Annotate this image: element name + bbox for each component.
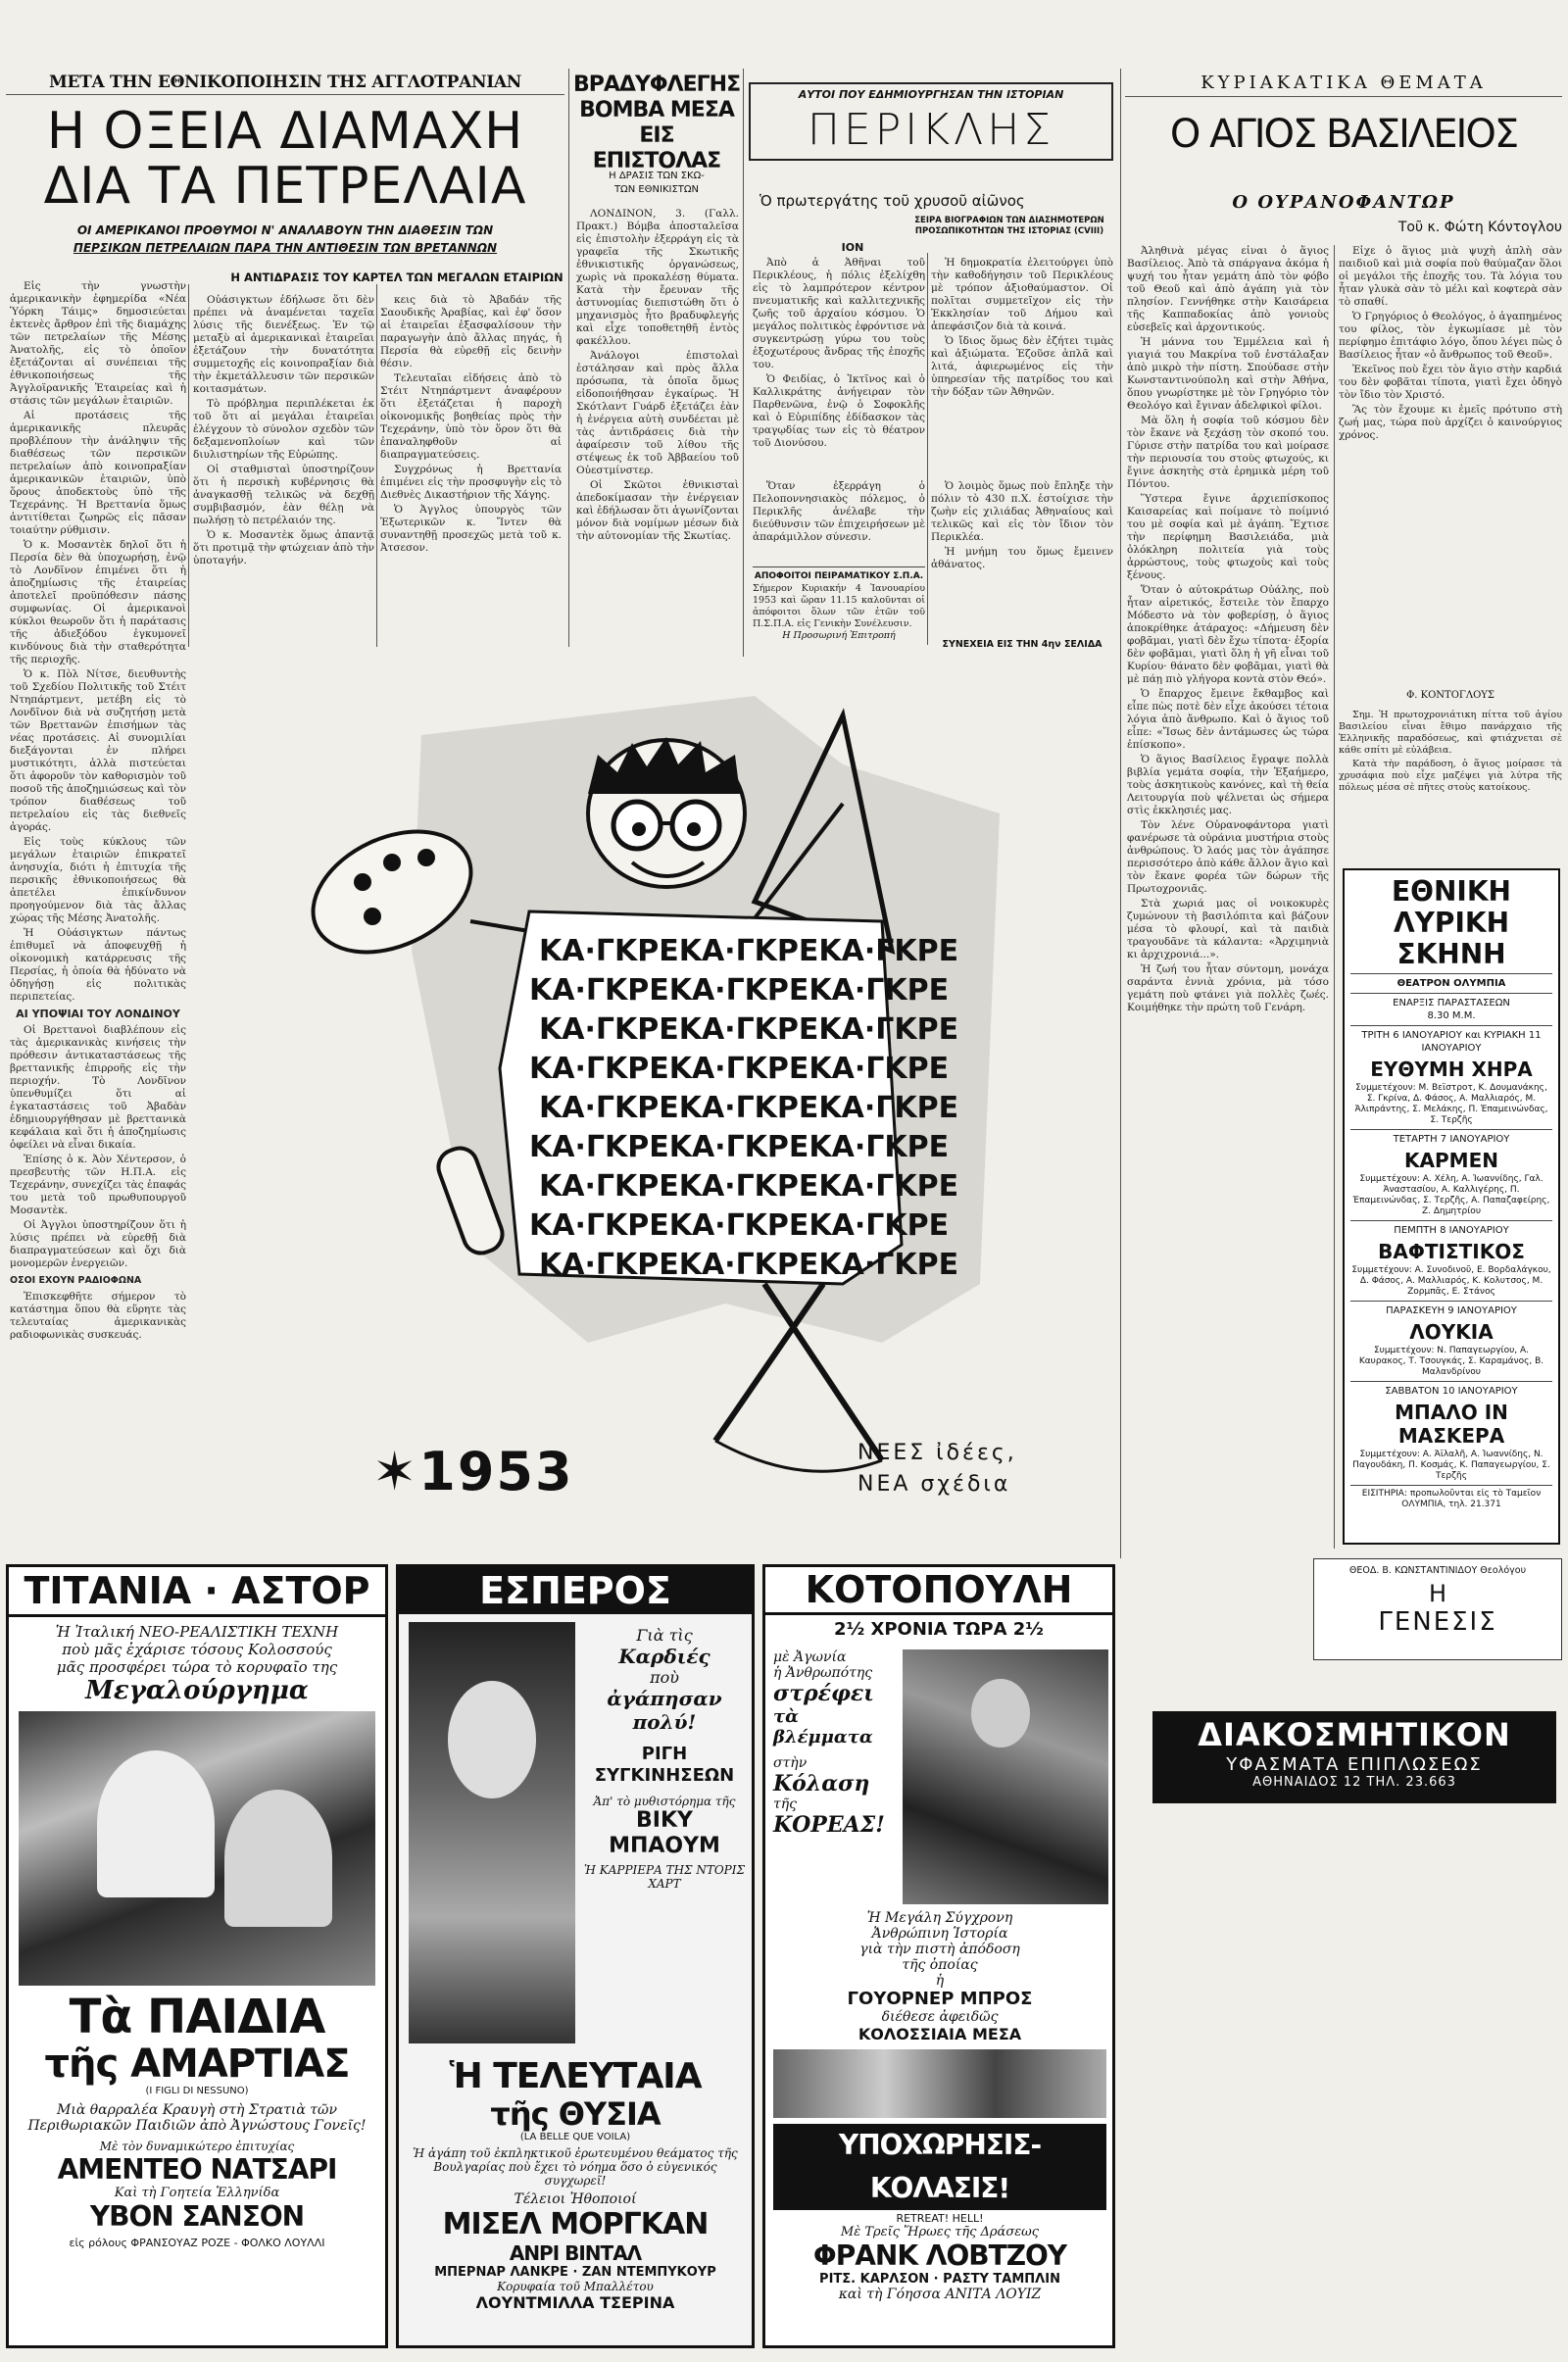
diakosmitikon-ad (1152, 1711, 1556, 1803)
titania-film-2: τῆς ΑΜΑΡΤΙΑΣ (44, 2042, 350, 2087)
esperos-ad (396, 1564, 755, 2348)
grekas-text-pattern (529, 934, 958, 1282)
notice-title: ΑΠΟΦΟΙΤΟΙ ΠΕΙΡΑΜΑΤΙΚΟΥ Σ.Π.Α. (754, 571, 924, 581)
notice-signoff: Η Προσωρινή Ἐπιτροπή (782, 630, 896, 641)
esperos-pitch-1: Γιὰ τὶς (636, 1626, 693, 1645)
divider (1334, 245, 1335, 1549)
esperos-pitch-4: ἀγάπησαν (607, 1687, 722, 1710)
pericles-subtitle: Ὁ πρωτεργάτης τοῦ χρυσοῦ αἰῶνος (760, 192, 1025, 210)
esperos-pitch-3: ποὺ (650, 1668, 679, 1687)
esperos-career: Ἡ ΚΑΡΡΙΕΡΑ ΤΗΣ ΝΤΟΡΙΣ ΧΑΡΤ (584, 1863, 745, 1891)
esperos-pitch-2: Καρδιές (618, 1645, 710, 1668)
genesis-ad (1313, 1558, 1562, 1660)
genesis-author: ΘΕΟΔ. Β. ΚΩΝΣΤΑΝΤΙΝΙΔΟΥ Θεολόγου (1348, 1565, 1527, 1576)
opera-tickets: ΕΙΣΙΤΗΡΙΑ: προπωλοῦνται εἰς τὸ Ταμεῖον ΟΛΥΜΠΙΑ, τηλ. 21.371 (1361, 1489, 1542, 1509)
pericles-body-col-3: Ὅταν ἐξερράγη ὁ Πελοποννησιακὸς πόλεμος, ὁ Περικλῆς ἀνέλαβε τὴν διεύθυνσιν τῶν ἐπιχειρήσεων μὲ ἀπαράμιλλον σύνεσιν. (753, 480, 925, 543)
diakosmitikon-line: ΥΦΑΣΜΑΤΑ ΕΠΙΠΛΩΣΕΩΣ (1226, 1754, 1483, 1775)
kotopouli-tag-1: μὲ Ἀγωνία (773, 1649, 847, 1665)
titania-with: Μὲ τὸν δυναμικώτερο ἐπιτυχίας (99, 2140, 295, 2153)
opera-title-2: ΛΥΡΙΚΗ (1393, 907, 1509, 939)
divider (927, 253, 928, 645)
opera-show-date: ΣΑΒΒΑΤΟΝ 10 ΙΑΝΟΥΑΡΙΟΥ (1385, 1386, 1518, 1397)
opera-show (1350, 1301, 1552, 1378)
esperos-star-4: ΛΟΥΝΤΜΙΛΛΑ ΤΣΕΡΙΝΑ (475, 2293, 675, 2312)
opera-show (1350, 1381, 1552, 1482)
opera-show-title: ΜΠΑΛΟ ΙΝ ΜΑΣΚΕΡΑ (1395, 1401, 1508, 1448)
titania-and: Καὶ τὴ Γοητεία Ἑλληνίδα (114, 2186, 280, 2200)
bomb-headline-2: ΒΟΜΒΑ ΜΕΣΑ (579, 98, 734, 123)
pericles-continued: ΣΥΝΕΧΕΙΑ ΕΙΣ ΤΗΝ 4ην ΣΕΛΙΔΑ (942, 639, 1102, 650)
kotopouli-spend-2: ΚΟΛΟΣΣΙΑΙΑ ΜΕΣΑ (858, 2025, 1022, 2043)
pericles-kicker: ΑΥΤΟΙ ΠΟΥ ΕΔΗΜΙΟΥΡΓΗΣΑΝ ΤΗΝ ΙΣΤΟΡΙΑΝ (798, 88, 1064, 101)
titania-intro-4: Μεγαλούργημα (85, 1676, 309, 1705)
genesis-article: Η (1428, 1580, 1447, 1607)
kotopouli-film: ΥΠΟΧΩΡΗΣΙΣ-ΚΟΛΑΣΙΣ! (773, 2124, 1106, 2210)
bomb-body: ΛΟΝΔΙΝΟΝ, 3. (Γαλλ. Πρακτ.) Βόμβα ἀποσταλεῖσα εἰς ἐπιστολὴν ἐξερράγη εἰς τὰ γραφεῖα τῆς Σκωτικῆς ἐθνικιστικῆς ὀργανώσεως, χωρὶς νὰ προκαλέσῃ θύματα. Κατὰ τὴν ἔρευναν τῆς ἀστυνομίας διεπιστώθη ὅτι ὁ μηχανισμὸς ἦτο βραδυφλεγής καὶ εἶχε τοποθετηθῆ ἐντὸς φακέλλου. Ἀνάλογοι ἐπιστολαὶ ἐστάλησαν καὶ πρὸς ἄλλα πρόσωπα, τὰ ὁποῖα ὅμως εἰδοποιήθησαν ἐγκαίρως. Ἡ Σκότλαντ Γυάρδ ἐξετάζει ἐὰν ἡ ἐνέργεια αὐτὴ συνδέεται μὲ τὰς ἀντιδράσεις διὰ τὴν ἀφαίρεσιν τοῦ λίθου τῆς στέψεως ἐκ τοῦ Ἀββαείου τοῦ Οὐεστμίνστερ. Οἱ Σκῶτοι ἐθνικισταὶ ἀπεδοκίμασαν τὴν ἐνέργειαν καὶ ἐδήλωσαν ὅτι ἀγωνίζονται μόνον διὰ νομίμων μέσων διὰ τὴν αὐτονομίαν τῆς Σκωτίας. (576, 208, 739, 542)
opera-show-title: ΒΑΦΤΙΣΤΙΚΟΣ (1378, 1240, 1525, 1263)
radio-section-head: ΟΣΟΙ ΕΧΟΥΝ ΡΑΔΙΟΦΩΝΑ (10, 1275, 142, 1286)
grekas-text-line: ΚΑ·ΓΚΡΕΚΑ·ΓΚΡΕΚΑ·ΓΚΡΕ (539, 1012, 959, 1047)
petroleum-kicker: ΜΕΤΑ ΤΗΝ ΕΘΝΙΚΟΠΟΙΗΣΙΝ ΤΗΣ ΑΓΓΛΟΤΡΑΝΙΑΝ (49, 73, 521, 92)
kotopouli-story-1: Ἡ Μεγάλη Σύγχρονη (866, 1910, 1013, 1926)
kotopouli-story-2: Ἀνθρώπινη Ἱστορία (871, 1926, 1008, 1942)
divider (568, 69, 569, 647)
opera-show (1350, 1129, 1552, 1217)
grekas-tagline-1: ΝΕΕΣ ἰδέες, (858, 1441, 1017, 1465)
pericles-body-col-2: Ἡ δημοκρατία ἐλειτούργει ὑπὸ τὴν καθοδήγησιν τοῦ Περικλέους μὲ τρόπον ἀξιοθαύμαστον. Οἱ πολῖται συμμετεῖχον εἰς τὴν Ἐκκλησίαν τοῦ Δήμου καὶ ἀπεφάσιζον διὰ τὰ κοινά. Ὁ ἴδιος ὅμως δὲν ἐζήτει τιμὰς καὶ ἀξιώματα. Ἐζοῦσε ἁπλᾶ καὶ λιτά, ἀφιερωμένος εἰς τὴν ὑπηρεσίαν τῆς πατρίδος του καὶ τὴν δόξαν τῶν Ἀθηνῶν. (931, 257, 1113, 398)
kotopouli-star-3: καὶ τὴ Γόησσα ΑΝΙΤΑ ΛΟΥΙΖ (838, 2287, 1042, 2302)
opera-box (1343, 868, 1560, 1545)
grekas-tagline-2: ΝΕΑ σχέδια (858, 1472, 1011, 1497)
kotopouli-tag-7: τῆς (773, 1796, 797, 1812)
opera-show-cast: Συμμετέχουν: Μ. Βεϊστροτ, Κ. Δουμανάκης, Σ. Γκρίνα, Δ. Φάσος, Α. Μαλλιαρός, Μ. Ἀλιπράντης, Σ. Μελάκης, Π. Ἐπαμεινώνδας, Σ. Τερζῆς (1354, 1083, 1548, 1125)
bomb-headline-3: ΕΙΣ ΕΠΙΣΤΟΛΑΣ (592, 123, 721, 173)
petroleum-deck-2: ΠΕΡΣΙΚΩΝ ΠΕΤΡΕΛΑΙΩΝ ΠΑΡΑ ΤΗΝ ΑΝΤΙΘΕΣΙΝ ΤΩΝ ΒΡΕΤΑΝΝΩΝ (73, 241, 498, 255)
titania-intro-3: μᾶς προσφέρει τώρα τὸ κορυφαῖο της (56, 1658, 338, 1676)
kyriakatika-byline: Τοῦ κ. Φώτη Κόντογλου (1397, 220, 1562, 235)
esperos-original: (LA BELLE QUE VOILA) (519, 2132, 631, 2142)
opera-show (1350, 1025, 1552, 1126)
kotopouli-story-3: γιὰ τὴν πιστὴ ἀπόδοση (859, 1942, 1020, 1957)
kyriakatika-section: ΚΥΡΙΑΚΑΤΙΚΑ ΘΕΜΑΤΑ (1200, 73, 1487, 93)
kotopouli-spend-1: διέθεσε ἀφειδῶς (881, 2009, 999, 2025)
esperos-film-2: τῆς ΘΥΣΙΑ (490, 2095, 661, 2133)
petroleum-deck-1: ΟΙ ΑΜΕΡΙΚΑΝΟΙ ΠΡΟΘΥΜΟΙ Ν' ΑΝΑΛΑΒΟΥΝ ΤΗΝ ΔΙΑΘΕΣΙΝ ΤΩΝ (76, 223, 494, 237)
grekas-text-line: ΚΑ·ΓΚΡΕΚΑ·ΓΚΡΕΚΑ·ΓΚΡΕ (529, 1130, 950, 1164)
esperos-from: Ἀπ' τὸ μυθιστόρημα τῆς (593, 1795, 736, 1808)
grekas-year: ✶1953 (372, 1441, 574, 1502)
opera-show-date: ΤΡΙΤΗ 6 ΙΑΝΟΥΑΡΙΟΥ και ΚΥΡΙΑΚΗ 11 ΙΑΝΟΥΑΡΙΟΥ (1361, 1030, 1542, 1054)
opera-title-1: ΕΘΝΙΚΗ (1392, 875, 1511, 908)
pericles-part: ΙΟΝ (841, 241, 864, 254)
esperos-star-3: ΜΠΕΡΝΑΡ ΛΑΝΚΡΕ · ΖΑΝ ΝΤΕΜΠΥΚΟΥΡ (434, 2265, 716, 2280)
kotopouli-tag-6: Κόλαση (773, 1771, 870, 1796)
bomb-deck-1: Η ΔΡΑΣΙΣ ΤΩΝ ΣΚΩ- (609, 171, 705, 181)
grekas-text-line: ΚΑ·ΓΚΡΕΚΑ·ΓΚΡΕΚΑ·ΓΚΡΕ (529, 973, 950, 1008)
opera-show-title: ΛΟΥΚΙΑ (1409, 1320, 1494, 1344)
kotopouli-tag-3: στρέφει (773, 1681, 874, 1706)
diakosmitikon-title: ΔΙΑΚΟΣΜΗΤΙΚΟΝ (1198, 1716, 1511, 1753)
kotopouli-ad (762, 1564, 1115, 2348)
petroleum-headline-2: ΔΙΑ ΤΑ ΠΕΤΡΕΛΑΙΑ (43, 157, 527, 216)
esperos-desc: Ἡ ἀγάπη τοῦ ἐκπληκτικοῦ ἐρωτευμένου θεάματος τῆς Βουλγαρίας ποὺ ἔχει τὸ νόημα ὅσο ὁ εὐγενικός συγχωρεῖ! (413, 2146, 738, 2188)
kotopouli-years: 2½ ΧΡΟΝΙΑ ΤΩΡΑ 2½ (834, 1619, 1044, 1640)
esperos-photo (409, 1622, 575, 2043)
esperos-ballet: Κορυφαία τοῦ Μπαλλέτου (497, 2280, 654, 2293)
london-section-head: ΑΙ ΥΠΟΨΙΑΙ ΤΟΥ ΛΟΝΔΙΝΟΥ (16, 1008, 180, 1020)
pericles-body-col-4: Ὁ λοιμὸς ὅμως ποὺ ἔπληξε τὴν πόλιν τὸ 430 π.Χ. ἐστοίχισε τὴν ζωὴν εἰς χιλιάδας Ἀθηναίους καὶ τελικῶς καὶ εἰς τὸν ἴδιον τὸν Περικλέα. Ἡ μνήμη του ὅμως ἔμεινεν ἀθάνατος. (931, 480, 1113, 570)
kotopouli-tag-5: στὴν (773, 1755, 808, 1771)
esperos-pitch-5: πολύ! (632, 1710, 697, 1734)
esperos-cast-label: Τέλειοι Ἠθοποιοί (514, 2191, 637, 2207)
kotopouli-tag-4: τὰ βλέμματα (773, 1706, 873, 1747)
esperos-film-1: Ἡ ΤΕΛΕΥΤΑΙΑ (449, 2056, 702, 2096)
titania-intro-2: ποὺ μᾶς ἐχάρισε τόσους Κολοσσούς (62, 1641, 332, 1658)
kotopouli-story-4: τῆς ὁποίας (902, 1957, 978, 1973)
grekas-figure-svg (294, 657, 1107, 1558)
opera-show-date: ΤΕΤΑΡΤΗ 7 ΙΑΝΟΥΑΡΙΟΥ (1393, 1134, 1510, 1145)
bomb-deck-2: ΤΩΝ ΕΘΝΙΚΙΣΤΩΝ (613, 184, 700, 195)
genesis-title: ΓΕΝΕΣΙΣ (1378, 1607, 1497, 1637)
grekas-text-line: ΚΑ·ΓΚΡΕΚΑ·ΓΚΡΕΚΑ·ΓΚΡΕ (539, 1248, 959, 1282)
petroleum-body-col-2: Οὐάσιγκτων ἐδήλωσε ὅτι δὲν πρέπει νὰ ἀναμένεται ταχεῖα λύσις τῆς διενέξεως. Ἐν τῷ μεταξὺ αἱ ἀμερικανικαὶ ἑταιρεῖαι ἐξετάζουν τὴν δυνατότητα συμμετοχῆς εἰς κοινοπραξίαν διὰ τὴν ἐκμετάλλευσιν τῶν περσικῶν κοιτασμάτων. Τὸ πρόβλημα περιπλέκεται ἐκ τοῦ ὅτι αἱ μεγάλαι ἑταιρεῖαι ἐλέγχουν τὸ σύνολον σχεδὸν τῶν δεξαμενοπλοίων καὶ τῶν διυλιστηρίων τῆς Εὐρώπης. Οἱ σταθμισταὶ ὑποστηρίζουν ὅτι ἡ περσικὴ κυβέρνησις θὰ ἀναγκασθῇ τελικῶς νὰ δεχθῇ συμβιβασμόν, ἐὰν θέλῃ νὰ πωλήσῃ τὸ πετρέλαιόν της. Ὁ κ. Μοσαντὲκ ὅμως ἀπαντᾷ ὅτι προτιμᾷ τὴν φτώχειαν ἀπὸ τὴν ὑποταγήν. (193, 294, 374, 566)
kotopouli-battle-photo (773, 2049, 1106, 2118)
titania-original: (I FIGLI DI NESSUNO) (145, 2086, 249, 2096)
kotopouli-producer: ΓΟΥΟΡΝΕΡ ΜΠΡΟΣ (847, 1989, 1033, 2009)
opera-show-title: ΚΑΡΜΕΝ (1404, 1149, 1498, 1172)
grekas-text-line: ΚΑ·ΓΚΡΕΚΑ·ΓΚΡΕΚΑ·ΓΚΡΕ (529, 1208, 950, 1243)
opera-show-title: ΕΥΘΥΜΗ ΧΗΡΑ (1370, 1058, 1533, 1081)
kotopouli-with: Μὲ Τρεῖς Ἥρωες τῆς Δράσεως (840, 2225, 1040, 2239)
titania-intro-1: Ἡ Ἰταλική ΝΕΟ-ΡΕΑΛΙΣΤΙΚΗ ΤΕΧΝΗ (55, 1623, 339, 1641)
kyriakatika-headline: Ο ΑΓΙΟΣ ΒΑΣΙΛΕΙΟΣ (1169, 112, 1518, 157)
opera-show-cast: Συμμετέχουν: Α. Συνοδινοῦ, Ε. Βορδαλάγκου, Δ. Φάσος, Α. Μαλλιαρός, Κ. Κολυτσος, Μ. Ζορμπᾶς, Ε. Στάνος (1351, 1265, 1551, 1297)
titania-film-1: Τὰ ΠΑΙΔΙΑ (69, 1990, 325, 2044)
petroleum-body-col-1: Εἰς τὴν γνωστὴν ἀμερικανικὴν ἐφημερίδα «Νέα Ὑόρκη Τάιμς» δημοσιεύεται ἐκτενὲς ἄρθρον ἐπὶ τῆς διαμάχης τῶν πετρελαίων τῆς Μέσης Ἀνατολῆς, εἰς τὸ ὁποῖον ἐξετάζονται αἱ συνέπειαι τῆς ἐθνικοποιήσεως τῆς Ἀγγλοϊρανικῆς Ἑταιρείας καὶ ἡ στάσις τῶν μεγάλων ἑταιριῶν. Αἱ προτάσεις τῆς ἀμερικανικῆς πλευρᾶς προβλέπουν τὴν ἀνάληψιν τῆς διαθέσεως τῶν περσικῶν πετρελαίων ἀπὸ κοινοπραξίαν ἀμερικανικῶν ἑταιριῶν, ὑπὸ ὅρους ἀποδεκτοὺς ὑπὸ τῆς Τεχεράνης. Ἡ Βρεττανία ὅμως ἀντιτίθεται ζωηρῶς εἰς πᾶσαν τοιαύτην ρύθμισιν. Ὁ κ. Μοσαντὲκ δηλοῖ ὅτι ἡ Περσία δὲν θὰ ὑποχωρήσῃ, ἐνῷ τὸ Λονδῖνον ἐπιμένει ὅτι ἡ ἀποζημίωσις τῆς ἑταιρείας ἀποτελεῖ προϋπόθεσιν πάσης συμφωνίας. Οἱ ἀμερικανοὶ κύκλοι θεωροῦν ὅτι ἡ παράτασις τῆς ἀδιεξόδου ἐγκυμονεῖ κινδύνους διὰ τὴν σταθερότητα τῆς περιοχῆς. Ὁ κ. Πὸλ Νίτσε, διευθυντὴς τοῦ Σχεδίου Πολιτικῆς τοῦ Στέιτ Ντηπάρτμεντ, μετέβη εἰς τὸ Λονδῖνον διὰ νὰ συζητήσῃ μετὰ τῶν Βρεττανῶν ἐπισήμων τὰς νέας προτάσεις. Αἱ συνομιλίαι διεξάγονται ἐν πλήρει μυστικότητι, ἀλλὰ πιστεύεται ὅτι ἀφοροῦν τὸν καθορισμὸν τοῦ ποσοῦ τῆς ἀποζημιώσεως καὶ τὸν τρόπον διαθέσεως τοῦ πετρελαίου εἰς τὰς διεθνεῖς ἀγοράς. Εἰς τοὺς κύκλους τῶν μεγάλων ἑταιριῶν ἐπικρατεῖ ἀνησυχία, διότι ἡ ἐπιτυχία τῆς περσικῆς ἐθνικοποιήσεως θὰ ἀπετέλει ἐπικίνδυνον προηγούμενον διὰ τὰς ἄλλας χώρας τῆς Μέσης Ἀνατολῆς. Ἡ Οὐάσιγκτων πάντως ἐπιθυμεῖ νὰ ἀποφευχθῇ ἡ οἰκονομικὴ κατάρρευσις τῆς Περσίας, ἡ ὁποία θὰ ἠδύνατο νὰ ὁδηγήσῃ εἰς πολιτικὰς περιπετείας. ΑΙ ΥΠΟΨΙΑΙ ΤΟΥ ΛΟΝΔΙΝΟΥ Οἱ Βρεττανοὶ διαβλέπουν εἰς τὰς ἀμερικανικὰς κινήσεις τὴν πρόθεσιν ἀντικαταστάσεως τῆς βρεττανικῆς ἐπιρροῆς εἰς τὴν περιοχήν. Τὸ Λονδῖνον ὑπενθυμίζει ὅτι αἱ ἐγκαταστάσεις τοῦ Ἀβαδὰν ἐδημιουργήθησαν μὲ βρεττανικὰ κεφάλαια καὶ ὅτι ἡ ἀποζημίωσις ὀφείλει νὰ εἶναι δικαία. Ἐπίσης ὁ κ. Ἀὸν Χέντερσον, ὁ πρεσβευτὴς τῶν Η.Π.Α. εἰς Τεχεράνην, συνεχίζει τὰς ἐπαφάς του μετὰ τοῦ πρωθυπουργοῦ Μοσαντὲκ. Οἱ Ἀγγλοι ὑποστηρίζουν ὅτι ἡ λύσις πρέπει νὰ εὑρεθῇ διὰ διαπραγματεύσεων καὶ ὄχι διὰ μονομερῶν ἐνεργειῶν. ΟΣΟΙ ΕΧΟΥΝ ΡΑΔΙΟΦΩΝΑ Ἐπισκεφθῆτε σήμερον τὸ κατάστημα ὅπου θὰ εὕρητε τὰς τελευταίας ἀμερικανικὰς ραδιοφωνικὰς συσκευάς. (10, 280, 186, 1341)
bomb-dateline: ΛΟΝΔΙΝΟΝ, 3. (Γαλλ. Πρακτ.) (576, 208, 739, 232)
esperos-rigi: ΡΙΓΗ ΣΥΓΚΙΝΗΣΕΩΝ (594, 1744, 735, 1786)
titania-photo (19, 1711, 375, 1986)
kotopouli-original: RETREAT! HELL! (896, 2212, 984, 2225)
titania-cinema: ΤΙΤΑΝΙΑ · ΑΣΤΟΡ (9, 1567, 385, 1617)
titania-desc: Μιὰ θαρραλέα Κραυγὴ στὴ Στρατιὰ τῶν Περιθωριακῶν Παιδιῶν ἀπὸ Ἀγνώστους Γονεῖς! (27, 2102, 367, 2134)
opera-show-cast: Συμμετέχουν: Α. Χέλη, Α. Ἰωαννίδης, Γαλ. Ἀναστασίου, Α. Καλλιγέρης, Π. Ἐπαμεινώνδας, Σ. Τερζῆς, Α. Παπαζαφείρης, Ζ. Δημητρίου (1352, 1174, 1550, 1216)
divider (1120, 69, 1121, 1558)
opera-time: 8.30 Μ.Μ. (1427, 1010, 1476, 1021)
opera-show-date: ΠΑΡΑΣΚΕΥΗ 9 ΙΑΝΟΥΑΡΙΟΥ (1386, 1305, 1517, 1316)
opera-show-date: ΠΕΜΠΤΗ 8 ΙΑΝΟΥΑΡΙΟΥ (1394, 1225, 1509, 1236)
divider (1125, 96, 1562, 97)
titania-ad (6, 1564, 388, 2348)
divider (376, 284, 377, 647)
pericles-series-2: ΠΡΟΣΩΠΙΚΟΤΗΤΩΝ ΤΗΣ ΙΣΤΟΡΙΑΣ (CVIII) (914, 226, 1104, 236)
titania-roles: εἰς ρόλους ΦΡΑΝΣΟΥΑΖ ΡΟΖΕ - ΦΟΛΚΟ ΛΟΥΛΛΙ (69, 2237, 325, 2249)
diakosmitikon-address: ΑΘΗΝΑΙΔΟΣ 12 ΤΗΛ. 23.663 (1252, 1775, 1456, 1790)
kotopouli-photo (903, 1649, 1108, 1904)
divider (743, 69, 744, 657)
esperos-star-1: ΜΙΣΕΛ ΜΟΡΓΚΑΝ (442, 2207, 709, 2241)
notice-box: ΑΠΟΦΟΙΤΟΙ ΠΕΙΡΑΜΑΤΙΚΟΥ Σ.Π.Α. Σήμερον Κυριακήν 4 Ἰανουαρίου 1953 καὶ ὥραν 11.15 καλοῦνται οἱ ἀπόφοιτοι ὅλων τῶν ἐτῶν τοῦ Π.Σ.Π.Α. εἰς Γενικὴν Συνέλευσιν. Η Προσωρινή Ἐπιτροπή (753, 566, 925, 661)
opera-shows (1350, 1025, 1552, 1482)
opera-show-cast: Συμμετέχουν: Ν. Παπαγεωργίου, Α. Καυρακος, Τ. Τσουγκάς, Σ. Καραμάνος, Β. Μαλανδρίνου (1358, 1346, 1544, 1377)
esperos-star-2: ΑΝΡΙ ΒΙΝΤΑΛ (509, 2241, 642, 2265)
esperos-author: ΒΙΚΥ ΜΠΑΟΥΜ (609, 1808, 720, 1858)
opera-show (1350, 1220, 1552, 1298)
divider (188, 284, 189, 647)
petroleum-headline-1: Η ΟΞΕΙΑ ΔΙΑΜΑΧΗ (46, 102, 524, 161)
kotopouli-story-5: ἡ (935, 1973, 945, 1989)
opera-show-cast: Συμμετέχουν: Α. Ἀϊλαλῆ, Α. Ἰωαννίδης, Ν. Παγουδάκη, Π. Κοσμάς, Κ. Παπαγεωργίου, Σ. Τερζῆς (1352, 1450, 1550, 1481)
kotopouli-cinema: ΚΟΤΟΠΟΥΛΗ (765, 1567, 1112, 1615)
bomb-headline-1: ΒΡΑΔΥΦΛΕΓΗΣ (573, 73, 741, 97)
kyriakatika-subhead: Ο ΟΥΡΑΝΟΦΑΝΤΩΡ (1232, 192, 1455, 213)
kotopouli-tag-2: ἡ Ἀνθρωπότης (773, 1665, 873, 1681)
petroleum-subhead: Η ΑΝΤΙΔΡΑΣΙΣ ΤΟΥ ΚΑΡΤΕΛ ΤΩΝ ΜΕΓΑΛΩΝ ΕΤΑΙΡΙΩΝ (230, 271, 564, 284)
kotopouli-star-1: ΦΡΑΝΚ ΛΟΒΤΖΟΥ (812, 2239, 1067, 2272)
grekas-text-line: ΚΑ·ΓΚΡΕΚΑ·ΓΚΡΕΚΑ·ΓΚΡΕ (539, 1169, 959, 1204)
kotopouli-star-2: ΡΙΤΣ. ΚΑΡΛΣΟΝ · ΡΑΣΤΥ ΤΑΜΠΛΙΝ (819, 2272, 1060, 2287)
grekas-text-line: ΚΑ·ΓΚΡΕΚΑ·ΓΚΡΕΚΑ·ΓΚΡΕ (529, 1052, 950, 1086)
kontoglou-body-col-2: Εἶχε ὁ ἅγιος μιὰ ψυχὴ ἁπλὴ σὰν παιδιοῦ καὶ μιὰ σοφία ποὺ θαύμαζαν ὅλοι οἱ μεγάλοι τῆς ἐποχῆς του. Τὰ λόγια του ἦταν γλυκὰ σὰν τὸ μέλι καὶ κοφτερὰ σὰν τὸ σπαθί. Ὁ Γρηγόριος ὁ Θεολόγος, ὁ ἀγαπημένος του φίλος, τὸν ἐγκωμίασε μὲ τὸν περίφημο ἐπιτάφιο λόγο, ὅπου λέγει πὼς ὁ Βασίλειος ἦταν «ὁ ἄνθρωπος τοῦ Θεοῦ». Ἐκεῖνος ποὺ ἔχει τὸν ἅγιο στὴν καρδιά του δὲν φοβᾶται τίποτα, γιατὶ ἔχει ὁδηγὸ τὸν ἴδιο τὸν Χριστό. Ἂς τὸν ἔχουμε κι ἐμεῖς πρότυπο στὴ ζωή μας, τώρα ποὺ ἀρχίζει ὁ καινούργιος χρόνος. (1339, 245, 1562, 441)
grekas-illustration (294, 657, 1107, 1558)
opera-start: ΕΝΑΡΞΙΣ ΠΑΡΑΣΤΑΣΕΩΝ (1393, 998, 1510, 1009)
kontoglou-signature: Φ. ΚΟΝΤΟΓΛΟΥΣ (1406, 690, 1494, 701)
pericles-headline: ΠΕΡΙΚΛΗΣ (807, 105, 1055, 155)
pericles-series-1: ΣΕΙΡΑ ΒΙΟΓΡΑΦΙΩΝ ΤΩΝ ΔΙΑΣΗΜΟΤΕΡΩΝ (914, 216, 1104, 225)
pericles-body-col-1: Ἀπὸ ἀ Ἀθῆναι τοῦ Περικλέους, ἡ πόλις ἐξελίχθη εἰς τὸ λαμπρότερον κέντρον πνευματικῆς καὶ καλλιτεχνικῆς ζωῆς τοῦ ἀρχαίου κόσμου. Ὁ μεγάλος πολιτικὸς ἐφρόντισε νὰ συγκεντρώσῃ γύρω του τοὺς ἐξοχωτέρους ἄνδρας τῆς ἐποχῆς του. Ὁ Φειδίας, ὁ Ἰκτῖνος καὶ ὁ Καλλικράτης ἀνήγειραν τὸν Παρθενῶνα, ἐνῷ ὁ Σοφοκλῆς καὶ ὁ Εὐριπίδης ἐδίδασκον τὰς τραγῳδίας των εἰς τὸ θέατρον τοῦ Διονύσου. (753, 257, 925, 449)
kotopouli-tag-8: ΚΟΡΕΑΣ! (773, 1812, 885, 1838)
petroleum-body-col-3: κεις διὰ τὸ Ἀβαδάν τῆς Σαουδικῆς Ἀραβίας, καὶ ἐφ' ὅσον αἱ ἑταιρεῖαι ἐξασφαλίσουν τὴν παραγωγὴν ἀπὸ ἄλλας πηγάς, ἡ Περσία θὰ εὑρεθῇ εἰς δεινὴν θέσιν. Τελευταῖαι εἰδήσεις ἀπὸ τὸ Στέιτ Ντηπάρτμεντ ἀναφέρουν ὅτι ἐξετάζεται ἡ παροχὴ οἰκονομικῆς βοηθείας πρὸς τὴν Τεχεράνην, ὑπὸ τὸν ὅρον ὅτι θὰ ἐπαναληφθοῦν αἱ διαπραγματεύσεις. Συγχρόνως ἡ Βρεττανία ἐπιμένει εἰς τὴν προσφυγὴν εἰς τὸ Διεθνὲς Δικαστήριον τῆς Χάγης. Ὁ Ἀγγλος ὑπουργὸς τῶν Ἐξωτερικῶν κ. Ἴντεν θὰ συναντηθῇ προσεχῶς μετὰ τοῦ κ. Ἀτσεσον. (380, 294, 562, 554)
titania-star-2: ΥΒΟΝ ΣΑΝΣΟΝ (89, 2200, 305, 2233)
divider (6, 94, 564, 95)
grekas-text-line: ΚΑ·ΓΚΡΕΚΑ·ΓΚΡΕΚΑ·ΓΚΡΕ (539, 934, 959, 968)
kontoglou-body-col-1: Ἀληθινὰ μέγας εἶναι ὁ ἅγιος Βασίλειος. Ἀπὸ τὰ σπάργανα ἀκόμα ἡ ψυχή του ἦταν γεμάτη ἀπὸ τὸν φόβο τοῦ Θεοῦ καὶ ἀπὸ ἀγάπη γιὰ τὸν πλησίον. Γεννήθηκε στὴν Καισάρεια τῆς Καππαδοκίας ἀπὸ γονιοὺς εὐσεβεῖς καὶ ἀρχοντικούς. Ἡ μάννα του Ἐμμέλεια καὶ ἡ γιαγιά του Μακρίνα τοῦ ἐνστάλαξαν ἀπὸ μικρὸ τὴν πίστη. Σπούδασε στὴν Κωνσταντινούπολη καὶ στὴν Ἀθήνα, ὅπου γνωρίστηκε μὲ τὸν Γρηγόριο τὸν Θεολόγο καὶ ἔγιναν ἀδελφικοὶ φίλοι. Μὰ ὅλη ἡ σοφία τοῦ κόσμου δὲν τὸν ἔκανε νὰ ξεχάσῃ τὸν σκοπό του. Γύρισε στὴν πατρίδα του καὶ μοίρασε τὴν περιουσία του στοὺς φτωχούς, κι ἔγινε ἀσκητὴς στὰ ἐρημικὰ μέρη τοῦ Πόντου. Ὕστερα ἔγινε ἀρχιεπίσκοπος Καισαρείας καὶ ποίμανε τὸ ποίμνιό του μὲ σοφία καὶ μὲ ἀγάπη. Ἔχτισε τὴν περίφημη Βασιλειάδα, μιὰ ὁλόκληρη πολιτεία γιὰ τοὺς ἀρρώστους, τοὺς φτωχοὺς καὶ τοὺς ξένους. Ὅταν ὁ αὐτοκράτωρ Οὐάλης, ποὺ ἦταν αἱρετικός, ἔστειλε τὸν ἔπαρχο Μόδεστο νὰ τὸν φοβερίσῃ, ὁ ἅγιος ἀποκρίθηκε ἀτάραχος: «Δήμευση δὲν φοβᾶμαι, γιατὶ δὲν ἔχω τίποτα· ἐξορία δὲν φοβᾶμαι, γιατὶ ὅλη ἡ γῆ εἶναι τοῦ Κυρίου· θάνατο δὲν φοβᾶμαι, γιατὶ θὰ μὲ πάῃ πιὸ γλήγορα κοντὰ στὸν Θεό». Ὁ ἔπαρχος ἔμεινε ἔκθαμβος καὶ εἶπε πὼς ποτὲ δὲν εἶχε ἀκούσει τέτοια λόγια ἀπὸ ἄνθρωπο. Καὶ ὁ ἅγιος τοῦ εἶπε: «Ἴσως δὲν ἀντάμωσες ὡς τώρα ἐπίσκοπο». Ὁ ἅγιος Βασίλειος ἔγραψε πολλὰ βιβλία γεμάτα σοφία, τὴν Ἑξαήμερο, τοὺς ἀσκητικοὺς κανόνες, καὶ τὴ θεία Λειτουργία ποὺ ψέλνεται ὡς σήμερα στὶς ἐκκλησιές μας. Τὸν λένε Οὐρανοφάντορα γιατὶ φανέρωσε τὰ οὐράνια μυστήρια στοὺς ἀνθρώπους. Ὁ λαός μας τὸν ἀγάπησε περισσότερο ἀπὸ κάθε ἄλλον ἅγιο καὶ τὸν ἔκανε φορέα τῶν δώρων τῆς Πρωτοχρονιᾶς. Στὰ χωριά μας οἱ νοικοκυρὲς ζυμώνουν τὴ βασιλόπιτα καὶ βάζουν μέσα τὸ φλουρί, καὶ τὰ παιδιὰ τραγουδᾶνε τὰ κάλαντα: «Ἀρχιμηνιὰ κι ἀρχιχρονιά...». Ἡ ζωή του ἦταν σύντομη, μονάχα σαράντα ἐννιὰ χρόνια, μὰ τόσο γεμάτη ποὺ φτάνει γιὰ πολλὲς ζωές. Κοιμήθηκε τὴν πρώτη τοῦ Γενάρη. (1127, 245, 1329, 1013)
grekas-text-line: ΚΑ·ΓΚΡΕΚΑ·ΓΚΡΕΚΑ·ΓΚΡΕ (539, 1091, 959, 1125)
titania-star-1: ΑΜΕΝΤΕΟ ΝΑΤΣΑΡΙ (57, 2153, 337, 2186)
kontoglou-footnote: Σημ. Ἡ πρωτοχρονιάτικη πίττα τοῦ ἁγίου Βασιλείου εἶναι ἔθιμο πανάρχαιο τῆς Ἑλληνικῆς παραδόσεως, καὶ φτιάχνεται σὲ κάθε σπίτι μὲ εὐλάβεια. Κατὰ τὴν παράδοση, ὁ ἅγιος μοίρασε τὰ χρυσάφια ποὺ εἶχε μαζέψει γιὰ λύτρα τῆς πόλεως μέσα σὲ πῆτες στοὺς κατοίκους. (1339, 710, 1562, 793)
opera-venue: ΘΕΑΤΡΟΝ ΟΛΥΜΠΙΑ (1396, 978, 1506, 989)
esperos-cinema: ΕΣΠΕΡΟΣ (399, 1567, 752, 1614)
opera-title-3: ΣΚΗΝΗ (1396, 938, 1506, 970)
